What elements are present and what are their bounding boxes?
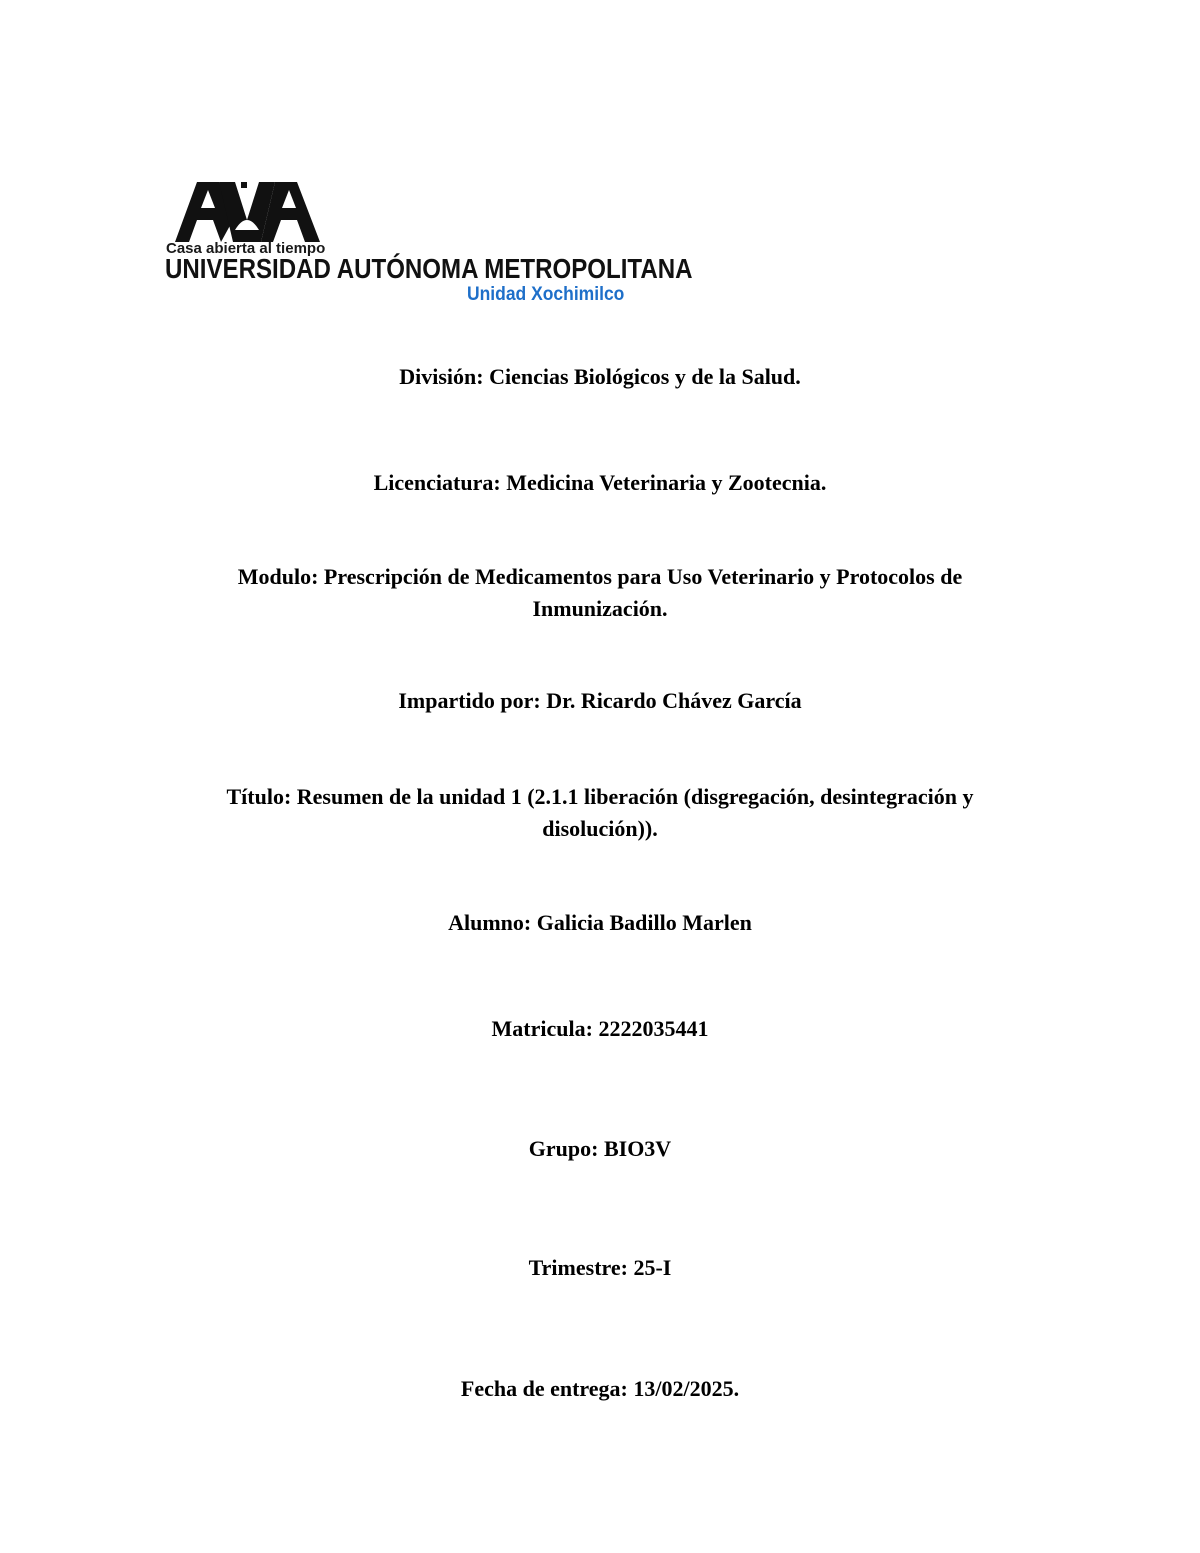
division-line: División: Ciencias Biológicos y de la Salud. <box>399 364 801 389</box>
logo-motto: Casa abierta al tiempo <box>166 240 326 257</box>
licenciatura-line: Licenciatura: Medicina Veterinaria y Zootecnia. <box>373 470 827 495</box>
logo-university-name: UNIVERSIDAD AUTÓNOMA METROPOLITANA <box>165 253 693 284</box>
trimestre-line: Trimestre: 25-I <box>528 1255 672 1280</box>
modulo-line-2: Inmunización. <box>532 596 668 621</box>
grupo-line: Grupo: BIO3V <box>528 1136 672 1161</box>
alumno-line: Alumno: Galicia Badillo Marlen <box>448 910 752 935</box>
modulo-line-1: Modulo: Prescripción de Medicamentos para Uso Veterinario y Protocolos de <box>237 564 963 589</box>
university-logo <box>165 180 693 310</box>
matricula-line: Matricula: 2222035441 <box>491 1016 709 1041</box>
titulo-line-1: Título: Resumen de la unidad 1 (2.1.1 liberación (disgregación, desintegración y <box>226 784 974 809</box>
uam-emblem-icon <box>175 180 320 242</box>
impartido-line: Impartido por: Dr. Ricardo Chávez García <box>398 688 802 713</box>
titulo-line-2: disolución)). <box>542 816 658 841</box>
fecha-entrega-line: Fecha de entrega: 13/02/2025. <box>460 1376 740 1401</box>
logo-unit-name: Unidad Xochimilco <box>467 284 625 305</box>
